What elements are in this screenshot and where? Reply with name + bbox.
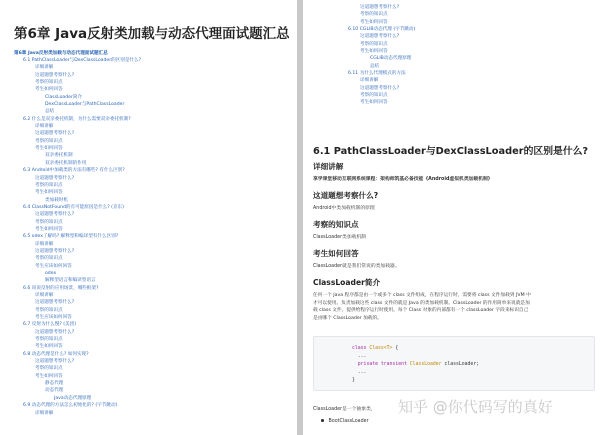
bullet-item: [321, 419, 369, 424]
code-line: [352, 353, 594, 361]
code-token: class: [352, 346, 370, 351]
code-token: ...: [352, 370, 367, 375]
toc-entry[interactable]: 这道题想考察什么?: [35, 131, 75, 137]
toc-entry[interactable]: odex: [45, 270, 57, 276]
left-page: [0, 0, 297, 435]
code-token: ...: [352, 354, 367, 359]
table-of-contents: [14, 50, 289, 417]
toc-list: [339, 4, 589, 107]
toc-entry[interactable]: 这道题想考察什么?: [35, 248, 75, 254]
toc-entry[interactable]: 6.9 动态代理的方法怎么初始化的? (字节跳动): [23, 403, 118, 409]
toc-entry[interactable]: 6.2 什么是双亲委托机制，为什么需要双亲委托机制?: [23, 116, 131, 122]
code-line: [352, 345, 594, 353]
toc-entry[interactable]: 6.6 说说反射的应用场景，哪些框架?: [23, 285, 99, 291]
toc-entry[interactable]: 6.3 Android中加载类的方法有哪些? 有什么区别?: [23, 168, 125, 174]
toc-entry[interactable]: 这道题想考察什么?: [35, 359, 75, 365]
toc-entry[interactable]: 考生如何回答: [35, 87, 63, 93]
classloader-paragraph: [313, 292, 595, 322]
answer-text: ClassLoader就是我们常说的类加载器。: [313, 264, 400, 269]
toc-entry[interactable]: 6.11 为什么代理模式的方法: [348, 71, 406, 77]
toc-entry[interactable]: 6.4 ClassNotFound的有可能原因是什么? (京东): [23, 204, 124, 210]
toc-entry[interactable]: 考生应该如何回答: [35, 263, 72, 269]
toc-entry[interactable]: 类加载时机: [45, 197, 68, 203]
toc-entry[interactable]: 考察的知识点: [360, 41, 388, 47]
toc-entry[interactable]: 这道题想考察什么?: [35, 212, 75, 218]
toc-entry[interactable]: 这道题想考察什么?: [35, 329, 75, 335]
code-block: [313, 336, 595, 391]
toc-entry[interactable]: 这道题想考察什么?: [35, 72, 75, 78]
code-token: classLoader;: [441, 362, 480, 367]
toc-entry[interactable]: 总结: [45, 109, 55, 115]
paragraph-line: 是由哪个 ClassLoader 加载的。: [313, 315, 382, 321]
code-token: private transient: [352, 362, 410, 367]
paragraph-line: 任何一个 Java 程序都是由一个或多个 class 文件组成，在程序运行时，需要将 class 文件加载到 JVM 中: [313, 293, 531, 298]
code-line: [352, 369, 594, 377]
toc-entry[interactable]: 6.5 odex了解吗? 解释型和编译型有什么区别?: [23, 234, 119, 240]
code-token: {: [392, 346, 399, 351]
toc-entry[interactable]: 这道题想考察什么?: [35, 175, 75, 181]
code-token: ClassLoader: [409, 362, 442, 367]
toc-entry[interactable]: 考察的知识点: [35, 182, 63, 188]
toc-entry[interactable]: 考生如何回答: [35, 344, 63, 350]
toc-entry[interactable]: 考生如何回答: [35, 146, 63, 152]
heading-question: 这道题想考察什么?: [313, 191, 379, 200]
toc-entry[interactable]: 详细讲解: [35, 410, 54, 416]
toc-entry[interactable]: 解释型语言和编译型语言: [45, 278, 96, 284]
watermark: 知乎 @你代码写的真好: [398, 398, 553, 416]
heading-knowledge: 考察的知识点: [313, 220, 359, 229]
heading-detail: 详细讲解: [313, 162, 344, 171]
toc-entry[interactable]: 动态代理: [45, 388, 64, 394]
toc-entry[interactable]: 这道题想考察什么?: [360, 85, 400, 91]
toc-entry[interactable]: CGLIB动态代理原理: [370, 56, 412, 62]
paragraph-line: 才可以使用。负责加载这些 class 文件的就是 Java 的类加载机制。ClassLoader 的作用简单来说就是加: [313, 300, 530, 306]
toc-entry[interactable]: 考生如何回答: [360, 19, 388, 25]
toc-entry[interactable]: Java动态代理原理: [54, 395, 92, 401]
toc-entry[interactable]: 考察的知识点: [35, 337, 63, 343]
toc-entry[interactable]: 考察的知识点: [35, 256, 63, 262]
bullet-dot-icon: [321, 419, 324, 422]
toc-entry[interactable]: 考察的知识点: [35, 307, 63, 313]
toc-entry[interactable]: 考察的知识点: [35, 138, 63, 144]
toc-entry[interactable]: 双亲委托机制的作用: [45, 160, 87, 166]
toc-list: [14, 57, 289, 417]
chapter-title: 第6章 Java反射类加载与动态代理面试题汇总: [14, 26, 290, 42]
knowledge-text: ClassLoader类加载机制: [313, 235, 367, 240]
right-page: [303, 0, 600, 435]
question-text: Android中类加载机制的原理: [313, 206, 375, 211]
toc-entry[interactable]: 6.10 CGLIB动态代理 (字节跳动): [348, 27, 416, 33]
toc-entry[interactable]: 这道题想考察什么?: [35, 300, 75, 306]
toc-entry[interactable]: 考生应该如何回答: [35, 315, 72, 321]
toc-entry[interactable]: 这道题想考察什么?: [360, 34, 400, 40]
heading-classloader: ClassLoader简介: [313, 278, 381, 287]
bullet-text: BootClassLoader: [328, 419, 369, 424]
toc-entry[interactable]: 考生如何回答: [35, 226, 63, 232]
toc-entry[interactable]: 详细讲解: [35, 124, 54, 130]
toc-entry[interactable]: 详细讲解: [35, 293, 54, 298]
toc-entry[interactable]: 考察的知识点: [35, 366, 63, 372]
detail-text: 享学课堂移动互联网系统课程：架构师筑基必备技能《Android虚拟机类加载机制》: [313, 177, 493, 182]
toc-entry[interactable]: DexClassLoader与PathClassLoader: [45, 102, 125, 108]
toc-entry[interactable]: 考察的知识点: [35, 219, 63, 225]
paragraph-line: 载 class 文件，提供给程序运行时使用。每个 Class 对象的内部都有一个 classLoader 字段来标识自己: [313, 308, 529, 314]
toc-entry[interactable]: 6.7 反射为什么慢? (美团): [23, 322, 76, 328]
toc-entry[interactable]: 考生如何回答: [360, 49, 388, 55]
toc-entry[interactable]: 详细讲解: [35, 65, 54, 71]
toc-entry[interactable]: 6.8 动态代理是什么? 如何实现?: [23, 351, 89, 357]
toc-entry[interactable]: 考察的知识点: [35, 80, 63, 86]
toc-continued: [339, 4, 589, 107]
code-line: [352, 377, 594, 385]
toc-entry[interactable]: 静态代理: [45, 381, 64, 387]
code-token: }: [352, 378, 355, 383]
toc-entry[interactable]: 考生如何回答: [35, 190, 63, 196]
toc-entry[interactable]: 双亲委托机制: [45, 153, 73, 159]
code-line: [352, 361, 594, 369]
toc-entry[interactable]: 考察的知识点: [360, 93, 388, 99]
toc-entry[interactable]: ClassLoader简介: [45, 94, 83, 100]
toc-entry[interactable]: 考生如何回答: [360, 100, 388, 106]
toc-entry[interactable]: 详细讲解: [35, 241, 54, 247]
toc-entry[interactable]: 这道题想考察什么?: [360, 5, 400, 10]
toc-entry[interactable]: 6.1 PathClassLoader与DexClassLoader的区别是什么?: [23, 58, 142, 63]
toc-entry[interactable]: 考察的知识点: [360, 12, 388, 18]
toc-entry[interactable]: 考生如何回答: [35, 373, 63, 379]
toc-entry[interactable]: 详细讲解: [360, 78, 379, 84]
code-token: Class<T>: [369, 346, 393, 351]
section-title: 6.1 PathClassLoader与DexClassLoader的区别是什么?: [313, 146, 589, 157]
toc-entry[interactable]: 总结: [370, 63, 380, 69]
heading-answer: 考生如何回答: [313, 249, 359, 258]
after-code-text: ClassLoader是一个抽象类，: [313, 407, 376, 412]
toc-heading[interactable]: 第6章 Java反射类加载与动态代理面试题汇总: [14, 51, 108, 56]
